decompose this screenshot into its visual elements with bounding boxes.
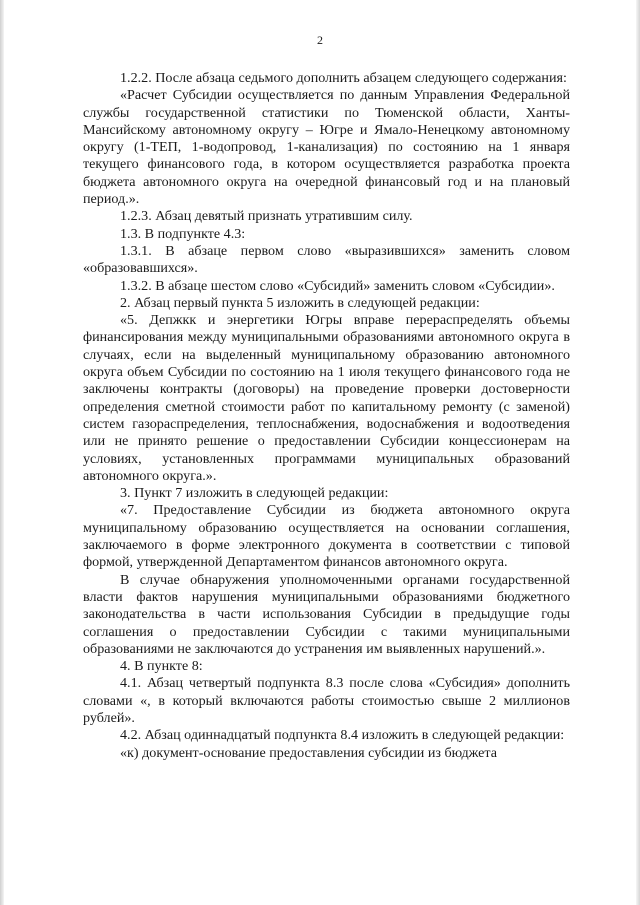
- paragraph-violations: В случае обнаружения уполномоченными органами государственной власти фактов нарушения муниципальными образованиями бюджетного законодательства в части использования Субсидии в предыдущие годы соглашения о предоставлении Субсидии с такими муниципальными образованиями не заключаются до устранения им выявленных нарушений.».: [83, 571, 570, 657]
- scan-edge-left: [0, 0, 4, 905]
- paragraph-4-2: 4.2. Абзац одиннадцатый подпункта 8.4 изложить в следующей редакции:: [120, 727, 565, 744]
- document-body: [83, 70, 570, 762]
- paragraph-point-7-text: «7. Предоставление Субсидии из бюджета автономного округа муниципальному образованию осуществляется на основании соглашения, заключаемого в форме электронного документа в соответствии с типовой формой, утвержденной Департаментом финансов автономного округа.: [83, 502, 570, 571]
- paragraph-1-2-2: 1.2.2. После абзаца седьмого дополнить абзацем следующего содержания:: [120, 70, 567, 86]
- paragraph-1-3-2: 1.3.2. В абзаце шестом слово «Субсидий» заменить словом «Субсидии».: [120, 277, 555, 294]
- paragraph-subitem-k: «к) документ-основание предоставления субсидии из бюджета: [120, 744, 498, 761]
- scan-edge-right: [636, 0, 640, 905]
- paragraph-4: 4. В пункте 8:: [120, 658, 203, 675]
- paragraph-4-1: 4.1. Абзац четвертый подпункта 8.3 после слова «Субсидия» дополнить словами «, в который включаются работы стоимостью свыше 2 миллионов рублей».: [83, 675, 570, 726]
- paragraph-1-3: 1.3. В подпункте 4.3:: [120, 225, 246, 242]
- paragraph-1-3-1: 1.3.1. В абзаце первом слово «выразившихся» заменить словом «образовавшихся».: [83, 242, 570, 277]
- page-number: 2: [317, 33, 323, 47]
- paragraph-1-2-3: 1.2.3. Абзац девятый признать утратившим силу.: [120, 208, 413, 225]
- paragraph-3: 3. Пункт 7 изложить в следующей редакции:: [120, 485, 389, 502]
- paragraph-subsidy-calculation: «Расчет Субсидии осуществляется по данным Управления Федеральной службы государственной статистики по Тюменской области, Ханты-Мансийскому автономному округу – Югре и Ямало-Ненецкому автономному округу (1-ТЕП, 1-водопровод, 1-канализация) по состоянию на 1 января текущего финансового года, в котором осуществляется разработка проекта бюджета автономного округа на очередной финансовый год и на плановый период.».: [83, 87, 570, 208]
- paragraph-2: 2. Абзац первый пункта 5 изложить в следующей редакции:: [120, 294, 480, 311]
- paragraph-point-5-text: «5. Депжкк и энергетики Югры вправе перераспределять объемы финансирования между муниципальными образованиями автономного округа в случаях, если на выделенный муниципальному образованию автономного округа объем Субсидии по состоянию на 1 июля текущего финансового года не заключены контракты (договоры) на проведение проверки достоверности определения сметной стоимости работ по капитальному ремонту (с заменой) систем газораспределения, теплоснабжения, водоснабжения и водоотведения или не принято решение о предоставлении Субсидии концессионерам на условиях, установленных программами муниципальных образований автономного округа.».: [83, 312, 570, 484]
